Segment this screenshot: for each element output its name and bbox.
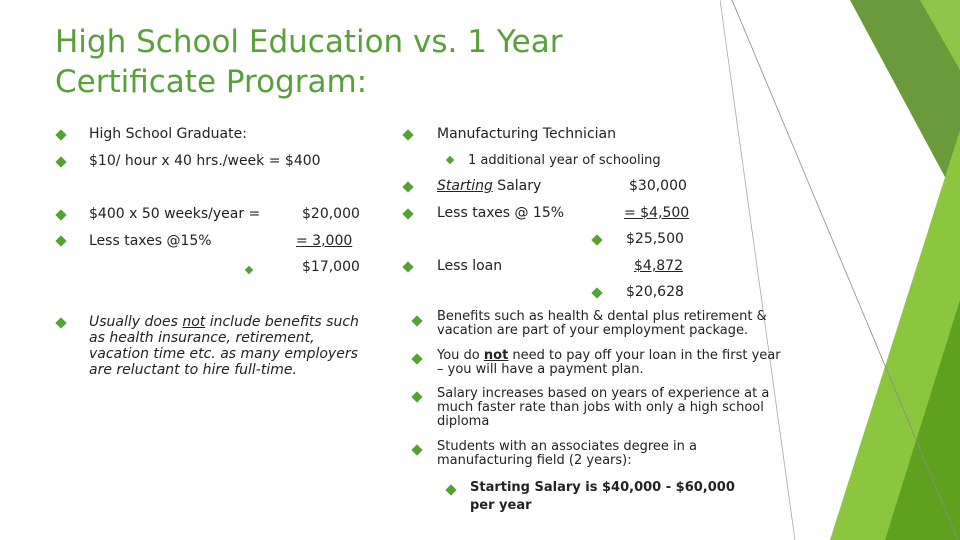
right-taxes-label: Less taxes @ 15% xyxy=(437,205,565,221)
left-net-value: $17,000 xyxy=(302,259,360,275)
starting-salary-value: $30,000 xyxy=(629,178,687,194)
bullet-icon xyxy=(446,156,454,164)
loan-payment-text: You do not need to pay off your loan in the first year – you will have a payment plan. xyxy=(437,348,781,377)
bullet-icon xyxy=(411,391,422,402)
left-taxes-value: = 3,000 xyxy=(296,233,353,249)
bullet-icon xyxy=(55,129,66,140)
bullet-icon xyxy=(55,317,66,328)
slide-title: High School Education vs. 1 Year Certificate Program: xyxy=(55,24,563,100)
right-net-value: $20,628 xyxy=(626,284,684,300)
associates-degree-text: Students with an associates degree in a manufacturing field (2 years): xyxy=(437,439,697,468)
bullet-icon xyxy=(55,156,66,167)
loan-value: $4,872 xyxy=(634,258,683,274)
weekly-wage-text: $10/ hour x 40 hrs./week = $400 xyxy=(89,153,321,169)
loan-label: Less loan xyxy=(437,258,503,274)
bullet-icon xyxy=(402,261,413,272)
hs-benefits-note: Usually does not include benefits such as health insurance, retirement, vacation time etc. as many employers are reluctant to hire full-time. xyxy=(89,314,359,378)
decorative-corner-shapes xyxy=(720,0,960,540)
starting-salary-label: Starting Salary xyxy=(437,178,542,194)
additional-schooling-text: 1 additional year of schooling xyxy=(468,153,661,168)
yearly-income-label: $400 x 50 weeks/year = xyxy=(89,206,261,222)
bullet-icon xyxy=(591,234,602,245)
manufacturing-technician-label: Manufacturing Technician xyxy=(437,126,616,142)
associates-salary-text: Starting Salary is $40,000 - $60,000 per year xyxy=(470,480,735,513)
left-taxes-label: Less taxes @15% xyxy=(89,233,212,249)
bullet-icon xyxy=(55,209,66,220)
hs-graduate-label: High School Graduate: xyxy=(89,126,247,142)
salary-increase-text: Salary increases based on years of experience at a much faster rate than jobs with only a high school diploma xyxy=(437,386,770,429)
bullet-icon xyxy=(402,129,413,140)
bullet-icon xyxy=(445,484,456,495)
right-taxes-value: = $4,500 xyxy=(624,205,690,221)
bullet-icon xyxy=(55,235,66,246)
bullet-icon xyxy=(245,266,253,274)
bullet-icon xyxy=(411,315,422,326)
bullet-icon xyxy=(411,444,422,455)
bullet-icon xyxy=(402,181,413,192)
bullet-icon xyxy=(591,287,602,298)
bullet-icon xyxy=(411,353,422,364)
yearly-income-value: $20,000 xyxy=(302,206,360,222)
bullet-icon xyxy=(402,208,413,219)
benefits-text: Benefits such as health & dental plus retirement & vacation are part of your employment package. xyxy=(437,309,767,338)
after-tax-value: $25,500 xyxy=(626,231,684,247)
